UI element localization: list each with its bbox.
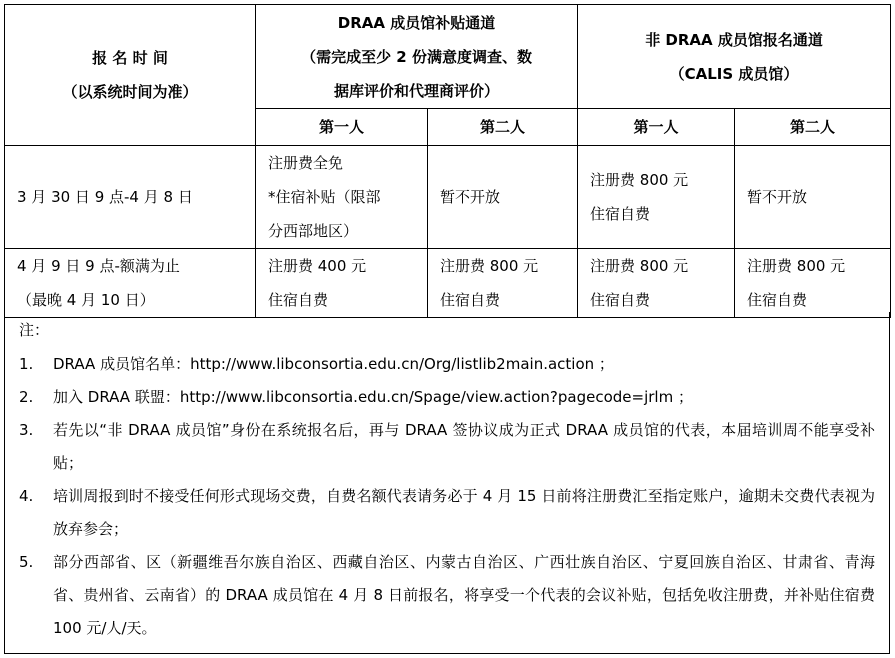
- cell-line: 住宿自费: [590, 205, 651, 223]
- draa-header-line2: （需完成至少 2 份满意度调查、数: [301, 47, 532, 66]
- notes-title: 注：: [19, 321, 50, 339]
- non-draa-first-person-header: 第一人: [578, 109, 735, 146]
- note-text: 若先以“非 DRAA 成员馆”身份在系统报名后，再与 DRAA 签协议成为正式 DRAA 成员馆的代表，本届培训周不能享受补贴；: [53, 421, 875, 472]
- non-draa-header-line1: 非 DRAA 成员馆报名通道: [645, 30, 823, 49]
- note-number: 1.: [19, 355, 34, 373]
- non-draa-first-cell: [578, 249, 735, 318]
- draa-second-cell: [428, 249, 578, 318]
- cell-line: 住宿自费: [440, 291, 501, 309]
- note-item: [19, 546, 875, 645]
- note-number: 5.: [19, 553, 34, 571]
- cell-line: （最晚 4 月 10 日）: [17, 291, 155, 309]
- table-row: [5, 146, 891, 249]
- cell-line: 分西部地区）: [268, 222, 359, 240]
- note-item: [19, 414, 875, 480]
- period-cell: [5, 249, 256, 318]
- draa-first-person-header: 第一人: [256, 109, 428, 146]
- non-draa-channel-header: [578, 5, 891, 109]
- note-text: 培训周报到时不接受任何形式现场交费，自费名额代表请务必于 4 月 15 日前将注册费汇至指定账户，逾期未交费代表视为放弃参会；: [53, 487, 875, 538]
- draa-second-person-header: 第二人: [428, 109, 578, 146]
- draa-channel-header: [256, 5, 578, 109]
- cell-line: 注册费全免: [268, 154, 344, 172]
- note-text: DRAA 成员馆名单：http://www.libconsortia.edu.cn/Org/listlib2main.action ；: [53, 355, 614, 373]
- cell-line: 住宿自费: [268, 291, 329, 309]
- non-draa-second-cell: [735, 249, 891, 318]
- draa-second-cell: 暂不开放: [428, 146, 578, 249]
- non-draa-second-person-header: 第二人: [735, 109, 891, 146]
- non-draa-header-line2: （CALIS 成员馆）: [669, 64, 799, 83]
- registration-fee-table: [4, 4, 891, 318]
- period-header-subtitle: （以系统时间为准）: [62, 83, 198, 101]
- draa-header-line1: DRAA 成员馆补贴通道: [337, 13, 496, 32]
- table-header-row: [5, 5, 891, 109]
- cell-line: 4 月 9 日 9 点-额满为止: [17, 257, 180, 275]
- note-number: 2.: [19, 388, 34, 406]
- cell-line: 注册费 800 元: [590, 257, 689, 275]
- cell-line: 注册费 400 元: [268, 257, 367, 275]
- notes-section: [4, 312, 890, 654]
- period-header-cell: [5, 5, 256, 146]
- cell-line: 住宿自费: [590, 291, 651, 309]
- cell-line: 注册费 800 元: [747, 257, 846, 275]
- cell-line: *住宿补贴（限部: [268, 188, 381, 206]
- cell-line: 住宿自费: [747, 291, 808, 309]
- draa-header-line3: 据库评价和代理商评价）: [334, 81, 500, 100]
- draa-first-cell: [256, 249, 428, 318]
- non-draa-second-cell: 暂不开放: [735, 146, 891, 249]
- note-number: 4.: [19, 487, 34, 505]
- note-item: [19, 348, 875, 381]
- draa-first-cell: [256, 146, 428, 249]
- note-item: [19, 480, 875, 546]
- period-header-title: 报 名 时 间: [92, 49, 168, 67]
- note-text: 加入 DRAA 联盟：http://www.libconsortia.edu.cn/Spage/view.action?pagecode=jrlm ；: [53, 388, 693, 406]
- note-item: [19, 381, 875, 414]
- cell-line: 注册费 800 元: [590, 171, 689, 189]
- table-row: [5, 249, 891, 318]
- cell-line: 注册费 800 元: [440, 257, 539, 275]
- period-cell: 3 月 30 日 9 点-4 月 8 日: [5, 146, 256, 249]
- note-text: 部分西部省、区（新疆维吾尔族自治区、西藏自治区、内蒙古自治区、广西壮族自治区、宁夏回族自治区、甘肃省、青海省、贵州省、云南省）的 DRAA 成员馆在 4 月 8 日前报名，将享受一个代表的会议补贴，包括免收注册费，并补贴住宿费 100 元/人/天。: [53, 553, 875, 637]
- note-number: 3.: [19, 421, 34, 439]
- non-draa-first-cell: [578, 146, 735, 249]
